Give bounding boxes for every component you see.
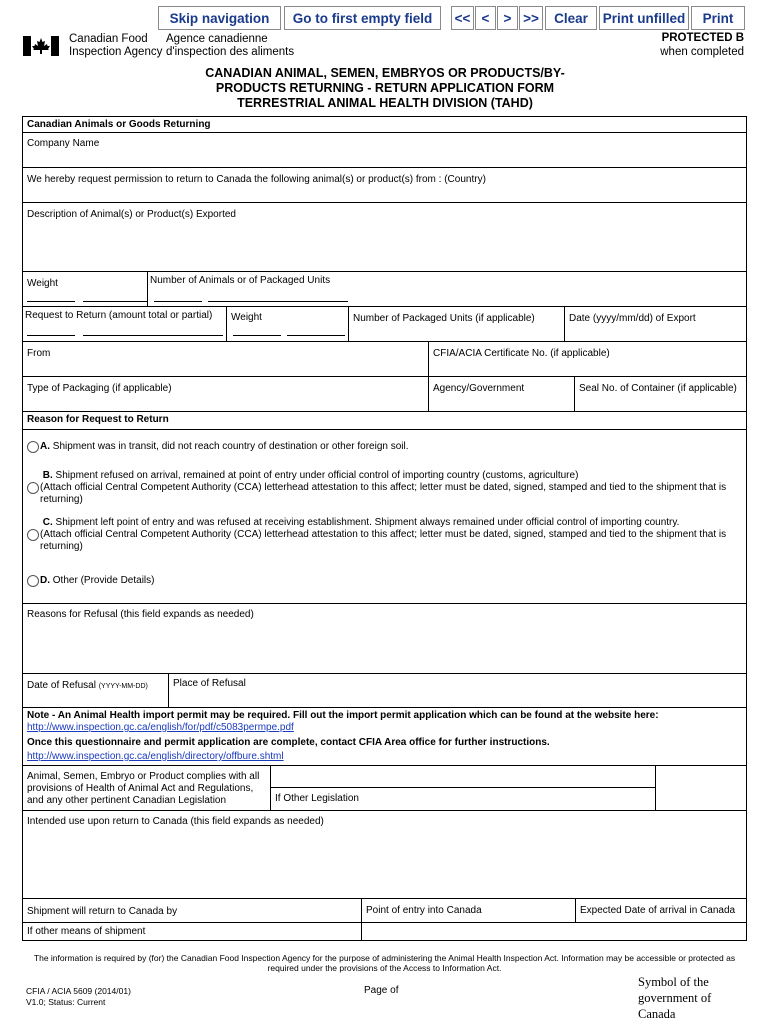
other-means-field[interactable]: If other means of shipment bbox=[27, 926, 146, 937]
section-header-animals-goods: Canadian Animals or Goods Returning bbox=[22, 116, 747, 133]
shipment-return-field[interactable]: Shipment will return to Canada by bbox=[27, 906, 178, 917]
description-field[interactable]: Description of Animal(s) or Product(s) Exported bbox=[22, 203, 747, 272]
previous-page-button[interactable]: < bbox=[475, 6, 496, 30]
expected-date-field[interactable]: Expected Date of arrival in Canada bbox=[575, 899, 746, 922]
certificate-field[interactable]: CFIA/ACIA Certificate No. (if applicable) bbox=[428, 342, 746, 376]
skip-navigation-button[interactable]: Skip navigation bbox=[158, 6, 281, 30]
option-d-radio[interactable] bbox=[27, 575, 39, 587]
other-means-row bbox=[22, 923, 747, 941]
packaging-row bbox=[22, 377, 747, 412]
seal-number-field[interactable]: Seal No. of Container (if applicable) bbox=[574, 377, 746, 411]
country-field[interactable]: We hereby request permission to return to Canada the following animal(s) or product(s) from : (Country) bbox=[22, 168, 747, 203]
canada-flag-icon bbox=[23, 36, 59, 56]
import-permit-note: Note - An Animal Health import permit may be required. Fill out the import permit application which can be found at the website here: http://www.inspection.gc.ca/english/for/pdf/c5083permpe.pdf Once this questionnaire and permit application are complete, contact CFIA Area office for further instructions. http://www.inspection.gc.ca/english/directory/offbure.shtml bbox=[22, 708, 747, 766]
place-refusal-field[interactable]: Place of Refusal bbox=[168, 674, 746, 707]
privacy-notice: The information is required by (for) the Canadian Food Inspection Agency for the purpose of administering the Animal Health Inspection Act. Information may be accessible or protected as required under the provisions of the Access to Information Act. bbox=[33, 953, 736, 973]
from-certificate-row bbox=[22, 342, 747, 377]
number-units-field[interactable]: Number of Animals or of Packaged Units bbox=[147, 272, 746, 306]
date-export-field[interactable]: Date (yyyy/mm/dd) of Export bbox=[564, 307, 746, 341]
form-title: CANADIAN ANIMAL, SEMEN, EMBRYOS OR PRODUCTS/BY- PRODUCTS RETURNING - RETURN APPLICATION FORM TERRESTRIAL ANIMAL HEALTH DIVISION (TAHD) bbox=[205, 66, 565, 110]
other-means-input[interactable] bbox=[361, 923, 746, 940]
from-field[interactable]: From bbox=[27, 348, 51, 359]
weight-units-row: Weight Number of Animals or of Packaged Units bbox=[22, 272, 747, 307]
option-c-radio[interactable] bbox=[27, 529, 39, 541]
option-b-label: B. Shipment refused on arrival, remained at point of entry under official control of importing country (customs, agriculture) (Attach official Central Competent Authority (CCA) letterhead attestation to this affect; letter must be dated, signed, stamped and tied to the shipment that is returning) bbox=[40, 470, 727, 505]
government-symbol: Symbol of the government of Canada bbox=[638, 975, 712, 1021]
compliance-row bbox=[22, 766, 747, 811]
last-page-button[interactable]: >> bbox=[519, 6, 543, 30]
protected-label: PROTECTED B when completed bbox=[660, 32, 744, 58]
packaging-field[interactable]: Type of Packaging (if applicable) bbox=[27, 383, 172, 394]
compliance-label: Animal, Semen, Embryo or Product complies with all provisions of Health of Animal Act and Regulations, and any other pertinent Canadian Legislation bbox=[27, 771, 260, 806]
section-header-reason: Reason for Request to Return bbox=[22, 412, 747, 430]
next-page-button[interactable]: > bbox=[497, 6, 518, 30]
import-permit-link[interactable]: http://www.inspection.gc.ca/english/for/pdf/c5083permpe.pdf bbox=[27, 722, 294, 733]
go-to-first-empty-field-button[interactable]: Go to first empty field bbox=[284, 6, 441, 30]
reason-options bbox=[22, 430, 747, 604]
print-button[interactable]: Print bbox=[691, 6, 745, 30]
option-a-radio[interactable] bbox=[27, 441, 39, 453]
agency-government-field[interactable]: Agency/Government bbox=[428, 377, 574, 411]
refusal-date-place-row bbox=[22, 674, 747, 708]
date-refusal-field[interactable]: Date of Refusal (YYYY-MM-DD) bbox=[27, 680, 148, 691]
clear-button[interactable]: Clear bbox=[545, 6, 597, 30]
request-return-row: Request to Return (amount total or partial) Weight Number of Packaged Units (if applicable) Date (yyyy/mm/dd) of Export bbox=[22, 307, 747, 342]
shipment-row bbox=[22, 899, 747, 923]
option-a-label: A. Shipment was in transit, did not reach country of destination or other foreign soil. bbox=[40, 441, 409, 452]
compliance-field[interactable] bbox=[271, 766, 656, 788]
area-office-link[interactable]: http://www.inspection.gc.ca/english/directory/offbure.shtml bbox=[27, 751, 284, 762]
reasons-refusal-field[interactable]: Reasons for Refusal (this field expands as needed) bbox=[22, 604, 747, 674]
page-number: Page of bbox=[364, 985, 399, 996]
other-legislation-field[interactable]: If Other Legislation bbox=[271, 788, 656, 810]
first-page-button[interactable]: << bbox=[451, 6, 474, 30]
weight-return-field[interactable]: Weight bbox=[226, 307, 348, 341]
agency-name-english: Canadian Food Inspection Agency bbox=[69, 33, 163, 58]
option-c-label: C. Shipment left point of entry and was refused at receiving establishment. Shipment always remained under official control of importing country. (Attach official Central Competent Authority (CCA) letterhead attestation to this affect; letter must be dated, signed, stamped and tied to the shipment that is returning) bbox=[40, 517, 727, 552]
point-entry-field[interactable]: Point of entry into Canada bbox=[361, 899, 575, 922]
agency-name-french: Agence canadienne d'inspection des aliments bbox=[166, 33, 295, 58]
packaged-units-field[interactable]: Number of Packaged Units (if applicable) bbox=[348, 307, 564, 341]
form-id: CFIA / ACIA 5609 (2014/01) V1.0; Status: Current bbox=[26, 986, 131, 1007]
print-unfilled-button[interactable]: Print unfilled bbox=[599, 6, 689, 30]
option-b-radio[interactable] bbox=[27, 482, 39, 494]
intended-use-field[interactable]: Intended use upon return to Canada (this field expands as needed) bbox=[22, 811, 747, 899]
compliance-input-area bbox=[270, 766, 746, 810]
option-d-label: D. Other (Provide Details) bbox=[40, 575, 155, 586]
company-name-field[interactable]: Company Name bbox=[22, 133, 747, 168]
